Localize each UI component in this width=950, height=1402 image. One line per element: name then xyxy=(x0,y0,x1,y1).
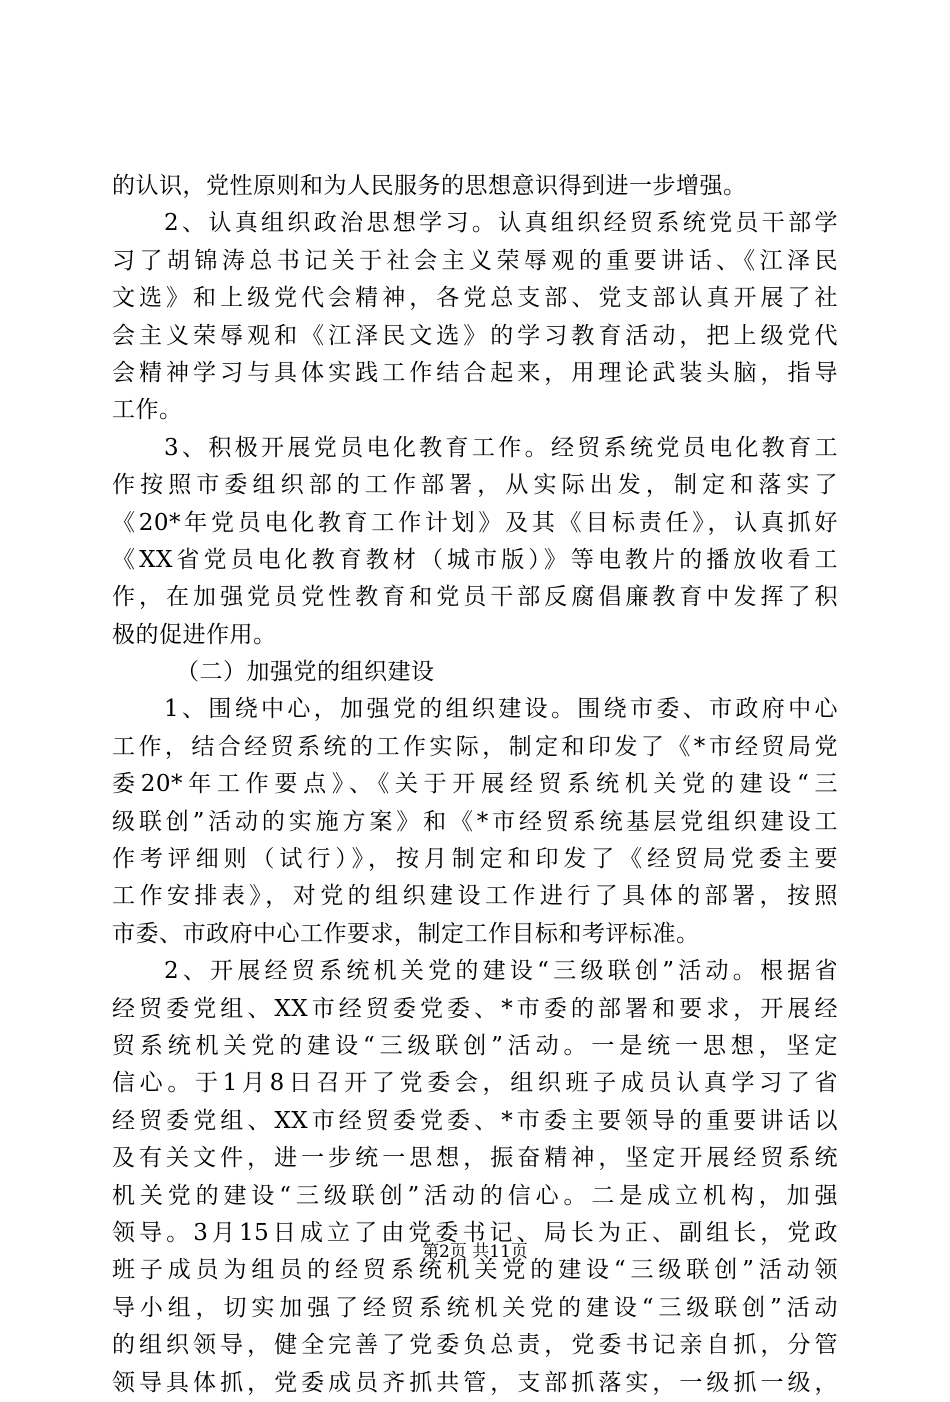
page-footer: 第2页 共11页 xyxy=(422,1242,528,1262)
document-body xyxy=(112,168,838,1402)
text-line: 2、认真组织政治思想学习。认真组织经贸系统党员干部学 xyxy=(164,210,838,237)
text-line: 习了胡锦涛总书记关于社会主义荣辱观的重要讲话、《江泽民 xyxy=(112,247,838,274)
text-line: 市委、市政府中心工作要求，制定工作目标和考评标准。 xyxy=(112,920,700,947)
text-line: 委20*年工作要点》、《关于开展经贸系统机关党的建设“三 xyxy=(112,771,838,798)
text-line: 会主义荣辱观和《江泽民文选》的学习教育活动，把上级党代 xyxy=(112,322,838,349)
text-line: 信心。于1月8日召开了党委会，组织班子成员认真学习了省 xyxy=(112,1070,838,1097)
text-line: 经贸委党组、XX市经贸委党委、*市委主要领导的重要讲话以 xyxy=(112,1107,838,1134)
text-line: 工作，结合经贸系统的工作实际，制定和印发了《*市经贸局党 xyxy=(112,733,838,760)
text-line: 极的促进作用。 xyxy=(112,621,277,648)
text-line: 2、开展经贸系统机关党的建设“三级联创”活动。根据省 xyxy=(164,958,838,985)
text-line: 班子成员为组员的经贸系统机关党的建设“三级联创”活动领 xyxy=(112,1257,838,1284)
text-line: 机关党的建设“三级联创”活动的信心。二是成立机构，加强 xyxy=(112,1182,838,1209)
text-line: 的认识，党性原则和为人民服务的思想意识得到进一步增强。 xyxy=(112,173,747,199)
text-line: 文选》和上级党代会精神，各党总支部、党支部认真开展了社 xyxy=(112,285,838,312)
text-line: 导小组，切实加强了经贸系统机关党的建设“三级联创”活动 xyxy=(112,1294,838,1321)
text-line: 工作。 xyxy=(112,397,183,424)
text-line: 级联创”活动的实施方案》和《*市经贸系统基层党组织建设工 xyxy=(112,808,838,835)
text-line: 作考评细则（试行）》，按月制定和印发了《经贸局党委主要 xyxy=(112,846,838,873)
text-line: 会精神学习与具体实践工作结合起来，用理论武装头脑，指导 xyxy=(112,359,838,386)
text-line: 工作安排表》，对党的组织建设工作进行了具体的部署，按照 xyxy=(112,883,838,910)
text-line: 的组织领导，健全完善了党委负总责，党委书记亲自抓，分管 xyxy=(112,1332,838,1359)
text-line: 3、积极开展党员电化教育工作。经贸系统党员电化教育工 xyxy=(164,434,838,461)
text-line: 作按照市委组织部的工作部署，从实际出发，制定和落实了 xyxy=(112,472,838,499)
text-line: 贸系统机关党的建设“三级联创”活动。一是统一思想，坚定 xyxy=(112,1032,838,1059)
text-line: 领导。3月15日成立了由党委书记、局长为正、副组长，党政 xyxy=(112,1219,838,1246)
section-heading: （二）加强党的组织建设 xyxy=(176,659,435,686)
text-line: 作，在加强党员党性教育和党员干部反腐倡廉教育中发挥了积 xyxy=(112,584,838,611)
text-line: 《XX省党员电化教育教材（城市版）》等电教片的播放收看工 xyxy=(112,546,838,573)
text-line: 1、围绕中心，加强党的组织建设。围绕市委、市政府中心 xyxy=(164,696,838,723)
text-line: 及有关文件，进一步统一思想，振奋精神，坚定开展经贸系统 xyxy=(112,1145,838,1172)
text-line: 领导具体抓，党委成员齐抓共管，支部抓落实，一级抓一级， xyxy=(112,1369,838,1396)
text-line: 《20*年党员电化教育工作计划》及其《目标责任》，认真抓好 xyxy=(112,509,838,536)
text-line: 经贸委党组、XX市经贸委党委、*市委的部署和要求，开展经 xyxy=(112,995,838,1022)
